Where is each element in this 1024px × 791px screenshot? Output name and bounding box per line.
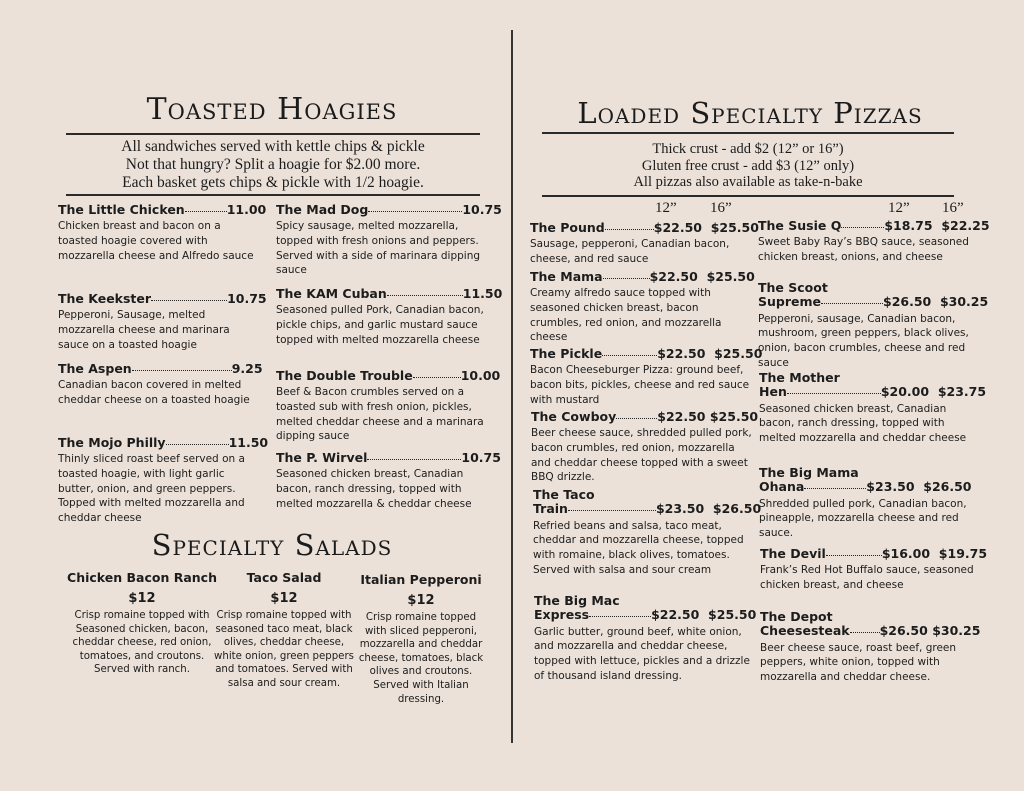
item-name-line1: The Big Mama	[759, 465, 859, 480]
salad-name: Taco Salad	[246, 570, 322, 585]
item-name: The Double Trouble	[276, 368, 413, 383]
pizzas-info-rule	[542, 195, 954, 197]
menu-item	[58, 361, 263, 408]
menu-item	[276, 286, 503, 347]
item-name: The Pickle	[530, 346, 603, 361]
pizza-item	[760, 610, 982, 685]
pizza-item	[760, 546, 988, 593]
item-name-line1: The Mother	[759, 370, 840, 385]
item-price-12: $26.50	[879, 623, 928, 639]
item-description: Beer cheese sauce, roast beef, green peppers, white onion, topped with mozzarella and cheddar cheese.	[760, 641, 957, 683]
item-description: Seasoned chicken breast, Canadian bacon, ranch dressing, topped with melted mozzarella and cheddar cheese	[759, 402, 967, 444]
menu-item	[58, 435, 269, 525]
item-name: Train	[533, 501, 568, 517]
salad-item	[357, 572, 485, 706]
item-description: Bacon Cheeseburger Pizza: ground beef, bacon bits, pickles, cheese and red sauce with mustard	[530, 364, 750, 406]
item-description: Sweet Baby Ray’s BBQ sauce, seasoned chicken breast, onions, and cheese	[758, 236, 969, 263]
item-description: Chicken breast and bacon on a toasted hoagie covered with mozzarella cheese and Alfredo sauce	[58, 220, 254, 262]
hoagies-info-line: Each basket gets chips & pickle with 1/2 hoagie.	[122, 173, 424, 191]
item-price: 11.50	[228, 435, 269, 450]
item-description: Pepperoni, Sausage, melted mozzarella cheese and marinara sauce on a toasted hoagie	[58, 309, 230, 351]
item-price: 10.00	[460, 368, 501, 383]
item-price-12: $20.00	[880, 384, 930, 400]
item-price-12: $22.50	[657, 409, 706, 424]
menu-item	[276, 368, 501, 444]
pizza-item	[759, 466, 981, 541]
item-description: Shredded pulled pork, Canadian bacon, pineapple, mozzarella cheese and red sauce.	[759, 497, 967, 539]
salad-name: Italian Pepperoni	[360, 572, 482, 587]
item-price-12: $16.00	[881, 546, 931, 561]
salad-item	[210, 570, 358, 691]
hoagies-title: Toasted Hoagies	[146, 92, 398, 127]
item-price-12: $22.50	[651, 607, 700, 623]
pizzas-info-line: All pizzas also available as take-n-bake	[633, 174, 863, 191]
salad-name: Chicken Bacon Ranch	[67, 570, 217, 585]
item-price-16: $23.75	[937, 384, 987, 400]
item-price-16: $25.50	[706, 269, 755, 284]
item-description: Garlic butter, ground beef, white onion, and mozzarella and cheddar cheese, topped with lettuce, pickles and a drizzle of thousand island dressing.	[534, 625, 750, 682]
item-name: The Mojo Philly	[58, 435, 166, 450]
item-name: Express	[534, 607, 590, 623]
hoagies-info-rule	[66, 194, 480, 196]
item-price-16: $25.50	[710, 220, 759, 235]
item-price: 10.75	[462, 202, 502, 217]
item-name: The Keekster	[58, 291, 152, 306]
pizza-item	[758, 218, 990, 265]
salad-price: $12	[270, 591, 298, 606]
pizzas-title-rule	[542, 132, 954, 134]
size-header-12: 12”	[655, 200, 677, 216]
menu-item	[58, 202, 267, 263]
item-name: The Susie Q	[758, 218, 842, 233]
item-price: 10.75	[461, 450, 501, 465]
pizza-item	[530, 220, 759, 267]
item-name: The Devil	[760, 546, 826, 561]
pizza-item	[534, 594, 756, 683]
pizza-item	[531, 409, 759, 485]
menu-item	[58, 291, 267, 352]
item-name: The Aspen	[58, 361, 132, 376]
item-name-line1: The Scoot	[758, 280, 828, 295]
salads-title: Specialty Salads	[151, 528, 393, 562]
menu-item	[276, 202, 502, 278]
hoagies-info-line: Not that hungry? Split a hoagie for $2.00 more.	[125, 155, 421, 173]
item-price-12: $23.50	[866, 479, 915, 495]
item-price: 11.00	[226, 202, 267, 217]
item-price-12: $22.50	[657, 346, 706, 361]
salad-price: $12	[407, 593, 435, 608]
menu-item	[276, 450, 501, 511]
item-description: Refried beans and salsa, taco meat, cheddar and mozzarella cheese, topped with romaine, black olives, tomatoes. Served with salsa and sour cream	[533, 519, 744, 576]
hoagies-title-rule	[66, 133, 480, 135]
item-name-line1: The Big Mac	[534, 593, 620, 608]
salad-description: Crisp romaine topped with sliced pepperoni, mozzarella and cheddar cheese, tomatoes, black olives and croutons. Served with Italian dressing.	[358, 612, 484, 705]
pizza-item	[533, 487, 762, 577]
item-price-16: $26.50	[923, 479, 972, 495]
item-name: The Mama	[530, 269, 603, 284]
item-description: Beer cheese sauce, shredded pulled pork, bacon crumbles, red onion, mozzarella and cheddar cheese topped with a sweet BBQ drizzle.	[531, 427, 752, 484]
salad-description: Crisp romaine topped with seasoned taco meat, black olives, cheddar cheese, white onion, green peppers and tomatoes. Served with salsa and sour cream.	[214, 610, 354, 689]
item-price-16: $30.25	[932, 623, 981, 639]
item-name: The Little Chicken	[58, 202, 185, 217]
salad-price: $12	[128, 591, 156, 606]
item-name: Ohana	[759, 479, 805, 495]
item-name: The Mad Dog	[276, 202, 369, 217]
item-price-12: $23.50	[655, 501, 705, 517]
item-name: The Cowboy	[531, 409, 617, 424]
pizza-item	[758, 280, 989, 370]
item-description: Beef & Bacon crumbles served on a toasted sub with fresh onion, pickles, melted cheddar cheese and a marinara dipping sauce	[276, 386, 484, 443]
center-divider	[511, 30, 513, 743]
item-price: 9.25	[231, 361, 263, 376]
hoagies-info	[66, 138, 480, 191]
item-description: Pepperoni, sausage, Canadian bacon, mushroom, green peppers, black olives, onion, bacon crumbles, cheese and red sauce	[758, 312, 969, 369]
item-price-16: $25.50	[714, 346, 763, 361]
item-description: Seasoned pulled Pork, Canadian bacon, pickle chips, and garlic mustard sauce topped with melted mozzarella cheese	[276, 304, 484, 346]
size-header-12: 12”	[888, 200, 910, 216]
item-description: Canadian bacon covered in melted cheddar cheese on a toasted hoagie	[58, 379, 250, 406]
item-price-16: $25.50	[709, 409, 759, 424]
pizza-item	[530, 346, 763, 407]
item-price-16: $22.25	[941, 218, 990, 233]
item-price-16: $19.75	[938, 546, 988, 561]
item-name: The KAM Cuban	[276, 286, 387, 301]
pizza-item	[530, 269, 755, 345]
item-description: Frank’s Red Hot Buffalo sauce, seasoned chicken breast, and cheese	[760, 564, 974, 591]
salad-description: Crisp romaine topped with Seasoned chicken, bacon, cheddar cheese, red onion, tomatoes, and croutons. Served with ranch.	[72, 610, 212, 676]
pizzas-title: Loaded Specialty Pizzas	[577, 96, 923, 130]
size-header-16: 16”	[710, 200, 732, 216]
item-name-line1: The Taco	[533, 487, 595, 502]
item-price: 10.75	[227, 291, 267, 306]
item-description: Creamy alfredo sauce topped with seasoned chicken breast, bacon crumbles, red onion, and mozzarella cheese	[530, 287, 722, 344]
item-name-line1: The Depot	[760, 609, 833, 624]
item-price-16: $30.25	[939, 294, 989, 310]
item-price-12: $22.50	[649, 269, 698, 284]
pizzas-info-line: Gluten free crust - add $3 (12” only)	[641, 157, 855, 174]
hoagies-info-line: All sandwiches served with kettle chips & pickle	[121, 138, 425, 155]
pizza-item	[759, 370, 987, 446]
item-description: Spicy sausage, melted mozzarella, topped with fresh onions and peppers. Served with a side of marinara dipping sauce	[276, 220, 481, 277]
item-name: The Pound	[530, 220, 605, 235]
item-price-12: $26.50	[883, 294, 932, 310]
item-description: Thinly sliced roast beef served on a toasted hoagie, with light garlic butter, onion, and green peppers. Topped with melted mozzarella and cheddar cheese	[58, 453, 245, 524]
item-name: The P. Wirvel	[276, 450, 368, 465]
item-price-12: $18.75	[884, 218, 933, 233]
item-price-16: $26.50	[712, 501, 762, 517]
item-price: 11.50	[462, 286, 503, 301]
pizzas-info	[542, 141, 954, 191]
item-price-12: $22.50	[653, 220, 702, 235]
item-description: Sausage, pepperoni, Canadian bacon, cheese, and red sauce	[530, 238, 730, 265]
size-header-16: 16”	[942, 200, 964, 216]
item-description: Seasoned chicken breast, Canadian bacon, ranch dressing, topped with melted mozzarella & cheddar cheese	[276, 468, 472, 510]
pizzas-info-line: Thick crust - add $2 (12” or 16”)	[652, 141, 844, 157]
item-name: Hen	[759, 384, 787, 400]
salad-item	[62, 570, 222, 677]
item-price-16: $25.50	[708, 607, 757, 623]
item-name: Cheesesteak	[760, 623, 850, 639]
item-name: Supreme	[758, 294, 821, 310]
